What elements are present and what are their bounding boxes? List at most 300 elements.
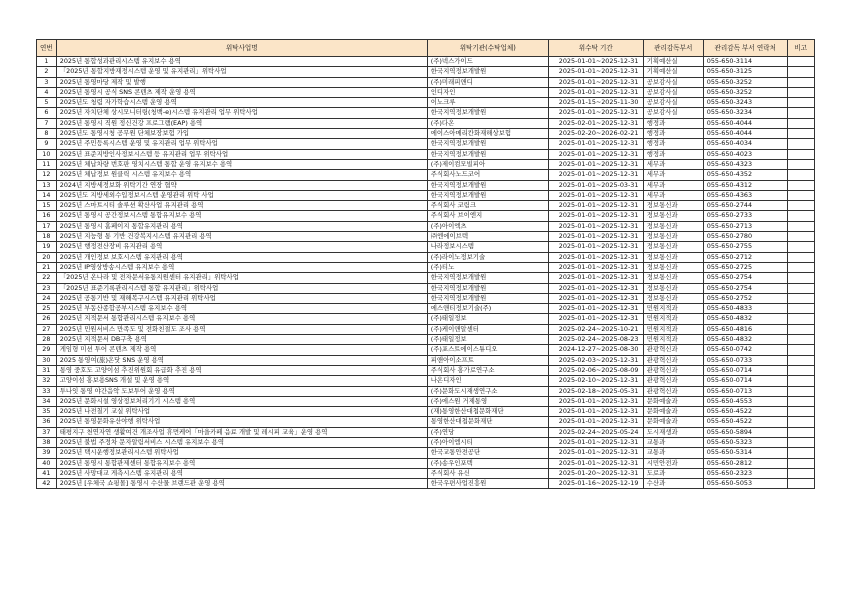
table-row (37, 221, 815, 231)
table-row (37, 98, 815, 108)
cell-dept: 세무과 (643, 159, 703, 169)
cell-agency: (주)태일정보 (427, 314, 548, 324)
header-no: 연번 (37, 40, 57, 57)
table-row (37, 427, 815, 437)
cell-note (787, 108, 814, 118)
cell-agency: 주식회사 코림크 (427, 201, 548, 211)
table-row (37, 355, 815, 365)
cell-dept: 공보감사실 (643, 108, 703, 118)
cell-note (787, 159, 814, 169)
cell-period: 2025-01-01~2025-12-31 (548, 201, 643, 211)
cell-no: 38 (37, 437, 57, 447)
cell-note (787, 479, 814, 489)
cell-agency: 한국지역정보개발원 (427, 67, 548, 77)
cell-phone: 055-650-4323 (703, 159, 787, 169)
cell-agency: 한국지역정보개발원 (427, 180, 548, 190)
cell-phone: 055-650-0733 (703, 355, 787, 365)
cell-no: 40 (37, 458, 57, 468)
cell-period: 2025-02-01~2025-12-31 (548, 118, 643, 128)
cell-period: 2025-01-01~2025-12-31 (548, 262, 643, 272)
cell-note (787, 87, 814, 97)
cell-agency: (주)케이앤알센터 (427, 324, 548, 334)
cell-dept: 문화예술과 (643, 417, 703, 427)
cell-agency: (주)티노 (427, 262, 548, 272)
table-row (37, 232, 815, 242)
table-row (37, 159, 815, 169)
table-row (37, 479, 815, 489)
table-row (37, 242, 815, 252)
cell-note (787, 252, 814, 262)
cell-period: 2025-02-18~2025-05-31 (548, 386, 643, 396)
cell-dept: 행정과 (643, 129, 703, 139)
contract-table (36, 39, 815, 489)
cell-no: 1 (37, 57, 57, 67)
cell-dept: 정보통신과 (643, 242, 703, 252)
table-row (37, 314, 815, 324)
table-row (37, 324, 815, 334)
cell-project-name: 2025년 사망대교 게측시스템 유지관리 용역 (56, 468, 427, 478)
cell-period: 2025-01-01~2025-12-31 (548, 211, 643, 221)
cell-phone: 055-650-4034 (703, 139, 787, 149)
cell-phone: 055-650-5314 (703, 448, 787, 458)
table-row (37, 211, 815, 221)
cell-phone: 055-650-4522 (703, 417, 787, 427)
cell-no: 41 (37, 468, 57, 478)
cell-no: 21 (37, 262, 57, 272)
cell-agency: 인디자인 (427, 87, 548, 97)
cell-agency: (주)송우인포텍 (427, 458, 548, 468)
cell-project-name: 투나잇 통영 야간음악 도보투어 운영 용역 (56, 386, 427, 396)
cell-note (787, 417, 814, 427)
cell-agency: ㈜엔에이브텍 (427, 232, 548, 242)
cell-dept: 정보통신과 (643, 252, 703, 262)
table-row (37, 108, 815, 118)
cell-note (787, 437, 814, 447)
table-row (37, 345, 815, 355)
cell-agency: (주)라이노정보기술 (427, 252, 548, 262)
cell-no: 2 (37, 67, 57, 77)
cell-no: 32 (37, 376, 57, 386)
cell-period: 2025-01-01~2025-12-31 (548, 448, 643, 458)
header-phone: 관리감독 부서 연락처 (703, 40, 787, 57)
cell-note (787, 314, 814, 324)
cell-dept: 정보통신과 (643, 262, 703, 272)
cell-agency: (주)포스트에이스튜디오 (427, 345, 548, 355)
cell-phone: 055-650-4044 (703, 129, 787, 139)
table-row (37, 149, 815, 159)
cell-project-name: 2025년 통영시 홈페이지 통합유지관리 용역 (56, 221, 427, 231)
cell-no: 25 (37, 304, 57, 314)
cell-dept: 민원지적과 (643, 335, 703, 345)
cell-period: 2025-01-16~2025-12-19 (548, 479, 643, 489)
cell-no: 8 (37, 129, 57, 139)
cell-dept: 도시재생과 (643, 427, 703, 437)
cell-phone: 055-650-3125 (703, 67, 787, 77)
cell-note (787, 262, 814, 272)
cell-note (787, 273, 814, 283)
table-row (37, 407, 815, 417)
cell-no: 29 (37, 345, 57, 355)
cell-period: 2025-01-01~2025-03-31 (548, 180, 643, 190)
header-agency: 위탁기관(수탁업체) (427, 40, 548, 57)
cell-project-name: 2025년 불법 주정차 문자알림서비스 시스템 유지보수 용역 (56, 437, 427, 447)
cell-project-name: 2025년 주민등록시스템 운영 및 유지관리 업무 위탁사업 (56, 139, 427, 149)
cell-period: 2025-01-01~2025-12-31 (548, 407, 643, 417)
table-row (37, 190, 815, 200)
cell-note (787, 139, 814, 149)
cell-note (787, 180, 814, 190)
cell-no: 20 (37, 252, 57, 262)
cell-period: 2025-02-24~2025-08-23 (548, 335, 643, 345)
table-row (37, 458, 815, 468)
cell-period: 2025-01-15~2025-11-30 (548, 98, 643, 108)
cell-note (787, 293, 814, 303)
cell-dept: 공보감사실 (643, 87, 703, 97)
cell-agency: 이노크루 (427, 98, 548, 108)
cell-note (787, 458, 814, 468)
cell-note (787, 232, 814, 242)
cell-project-name: 「2025년 표준기록관리시스템 통합 유지관리」위탁사업 (56, 283, 427, 293)
cell-note (787, 170, 814, 180)
cell-note (787, 149, 814, 159)
cell-period: 2025-02-20~2026-02-21 (548, 129, 643, 139)
header-dept: 관리감독부서 (643, 40, 703, 57)
cell-phone: 055-650-0714 (703, 376, 787, 386)
cell-period: 2025-01-01~2025-12-31 (548, 77, 643, 87)
cell-period: 2025-01-01~2025-12-31 (548, 242, 643, 252)
cell-dept: 정보통신과 (643, 273, 703, 283)
cell-project-name: 2025년 지적문서 DB구축 용역 (56, 335, 427, 345)
cell-phone: 055-650-3252 (703, 87, 787, 97)
cell-note (787, 129, 814, 139)
table-row (37, 180, 815, 190)
table-row (37, 468, 815, 478)
cell-project-name: 고양이섬 홍보용SNS 개설 및 운영 용역 (56, 376, 427, 386)
cell-dept: 시민안전과 (643, 458, 703, 468)
cell-dept: 도로과 (643, 468, 703, 478)
cell-phone: 055-650-0742 (703, 345, 787, 355)
cell-period: 2025-01-01~2025-12-31 (548, 417, 643, 427)
cell-period: 2025-01-01~2025-12-31 (548, 283, 643, 293)
cell-note (787, 396, 814, 406)
cell-project-name: 2025년 통영시 직원 정신건강 프로그램(EAP) 용역 (56, 118, 427, 128)
cell-note (787, 77, 814, 87)
cell-phone: 055-650-2780 (703, 232, 787, 242)
cell-phone: 055-650-5323 (703, 437, 787, 447)
cell-project-name: 2025년 체납정보 원클릭 시스템 유지보수 용역 (56, 170, 427, 180)
cell-no: 35 (37, 407, 57, 417)
cell-project-name: 2025년 지적문서 통합관리시스템 유지보수 용역 (56, 314, 427, 324)
cell-no: 36 (37, 417, 57, 427)
cell-phone: 055-650-2755 (703, 242, 787, 252)
cell-phone: 055-650-4044 (703, 118, 787, 128)
cell-period: 2025-01-01~2025-12-31 (548, 232, 643, 242)
cell-project-name: 2024년 지방세정보화 위탁기간 연장 협약 (56, 180, 427, 190)
table-row (37, 139, 815, 149)
cell-no: 5 (37, 98, 57, 108)
cell-period: 2025-01-01~2025-12-31 (548, 396, 643, 406)
cell-project-name: 2025 통영여(旅)온닷 SNS 운영 용역 (56, 355, 427, 365)
table-row (37, 417, 815, 427)
cell-note (787, 386, 814, 396)
cell-period: 2025-02-03~2025-12-31 (548, 355, 643, 365)
cell-period: 2025-01-01~2025-12-31 (548, 304, 643, 314)
cell-dept: 문화예술과 (643, 407, 703, 417)
cell-dept: 행정과 (643, 139, 703, 149)
cell-phone: 055-650-3114 (703, 57, 787, 67)
cell-agency: (주)태일정보 (427, 335, 548, 345)
cell-period: 2025-02-24~2025-10-21 (548, 324, 643, 334)
cell-note (787, 211, 814, 221)
table-row (37, 448, 815, 458)
cell-phone: 055-650-4816 (703, 324, 787, 334)
cell-agency: (주)아이엠시티 (427, 437, 548, 447)
cell-dept: 정보통신과 (643, 201, 703, 211)
cell-project-name: 2025년도 통영시청 공무원 단체보장보험 가입 (56, 129, 427, 139)
cell-period: 2025-01-01~2025-12-31 (548, 221, 643, 231)
cell-agency: (주)넥스가이드 (427, 57, 548, 67)
cell-agency: 한국지역정보개발원 (427, 149, 548, 159)
cell-phone: 055-650-4363 (703, 190, 787, 200)
cell-project-name: 2025년 자치단체 상시모니터링(청백-e)시스템 유지관리 업무 위탁사업 (56, 108, 427, 118)
cell-project-name: 2025년 통영시 공간정보시스템 통합유지보수 용역 (56, 211, 427, 221)
cell-project-name: 2025년 공통기반 및 재해복구시스템 유지관리 위탁사업 (56, 293, 427, 303)
cell-phone: 055-650-3234 (703, 108, 787, 118)
cell-project-name: 2025년 통영마당 제작 및 발행 (56, 77, 427, 87)
cell-phone: 055-650-0713 (703, 386, 787, 396)
cell-phone: 055-650-0714 (703, 365, 787, 375)
cell-dept: 교통과 (643, 448, 703, 458)
cell-dept: 정보통신과 (643, 211, 703, 221)
cell-dept: 공보감사실 (643, 77, 703, 87)
cell-phone: 055-650-4522 (703, 407, 787, 417)
cell-agency: 주식회사 유신 (427, 468, 548, 478)
cell-period: 2025-01-01~2025-12-31 (548, 190, 643, 200)
table-row (37, 252, 815, 262)
header-period: 위수탁 기간 (548, 40, 643, 57)
cell-project-name: 2025년 표준지방인사정보시스템 등 유지관리 업무 위탁사업 (56, 149, 427, 159)
cell-agency: 한국우편사업진흥원 (427, 479, 548, 489)
cell-no: 6 (37, 108, 57, 118)
cell-no: 12 (37, 170, 57, 180)
cell-project-name: 2025년 통합성과관리시스템 유지보수 용역 (56, 57, 427, 67)
cell-project-name: 2025년 통영시 통합관제센터 통합유지보수 용역 (56, 458, 427, 468)
cell-dept: 관광혁신과 (643, 376, 703, 386)
cell-dept: 민원지적과 (643, 324, 703, 334)
cell-agency: (주)아이엑츠 (427, 221, 548, 231)
cell-note (787, 324, 814, 334)
cell-phone: 055-650-4832 (703, 314, 787, 324)
cell-phone: 055-650-4553 (703, 396, 787, 406)
cell-project-name: 게임형 미션 투어 콘텐츠 제작 용역 (56, 345, 427, 355)
cell-agency: 한국지역정보개발원 (427, 139, 548, 149)
cell-phone: 055-650-2725 (703, 262, 787, 272)
cell-agency: (주)문화도시재생연구소 (427, 386, 548, 396)
cell-agency: 에이스아메리칸화재해상보험 (427, 129, 548, 139)
cell-dept: 관광혁신과 (643, 355, 703, 365)
cell-project-name: 2025년 민원서비스 만족도 및 전화친절도 조사 용역 (56, 324, 427, 334)
cell-agency: (주)미래피앤디 (427, 77, 548, 87)
table-row (37, 273, 815, 283)
cell-dept: 공보감사실 (643, 98, 703, 108)
cell-dept: 민원지적과 (643, 314, 703, 324)
cell-agency: 한국교통안전공단 (427, 448, 548, 458)
cell-project-name: 「2025년 통합지방재정시스템 운영 및 유지관리」위탁사업 (56, 67, 427, 77)
table-row (37, 77, 815, 87)
cell-no: 17 (37, 221, 57, 231)
cell-project-name: 2025년 IP영상방송시스템 유지보수 용역 (56, 262, 427, 272)
header-name: 위탁사업명 (56, 40, 427, 57)
cell-project-name: 2025년 체납차량 번호판 영치시스템 통합 운영 유지보수 용역 (56, 159, 427, 169)
cell-no: 24 (37, 293, 57, 303)
cell-period: 2025-01-01~2025-12-31 (548, 67, 643, 77)
cell-period: 2025-01-01~2025-12-31 (548, 314, 643, 324)
cell-agency: 한국지역정보개발원 (427, 273, 548, 283)
cell-project-name: 2025년 개인정보 보호시스템 유지관리 용역 (56, 252, 427, 262)
cell-agency: 통영한산대첩문화재단 (427, 417, 548, 427)
cell-agency: (재)통영한산대첩문화재단 (427, 407, 548, 417)
cell-phone: 055-650-4832 (703, 335, 787, 345)
cell-period: 2025-01-01~2025-12-31 (548, 149, 643, 159)
cell-phone: 055-650-3243 (703, 98, 787, 108)
header-row (37, 40, 815, 57)
cell-project-name: 2025년 택시운행정보관리시스템 위탁사업 (56, 448, 427, 458)
cell-phone: 055-650-5894 (703, 427, 787, 437)
table-row (37, 87, 815, 97)
cell-project-name: 2025년 지능형 통 기반 건강복지시스템 유지관리 용역 (56, 232, 427, 242)
cell-no: 19 (37, 242, 57, 252)
cell-phone: 055-650-2752 (703, 293, 787, 303)
cell-note (787, 468, 814, 478)
cell-agency: 주식회사노드코어 (427, 170, 548, 180)
cell-note (787, 283, 814, 293)
cell-project-name: 2025년 나전칠기 교실 위탁사업 (56, 407, 427, 417)
cell-project-name: 2025년 통영시 공식 SNS 콘텐츠 제작 운영 용역 (56, 87, 427, 97)
cell-dept: 기획예산실 (643, 57, 703, 67)
cell-phone: 055-650-2754 (703, 283, 787, 293)
cell-phone: 055-650-5053 (703, 479, 787, 489)
table-row (37, 396, 815, 406)
cell-dept: 세무과 (643, 170, 703, 180)
cell-note (787, 242, 814, 252)
cell-project-name: 2025년 부동산종합공부시스템 유지보수 용역 (56, 304, 427, 314)
header-note: 비고 (787, 40, 814, 57)
cell-dept: 세무과 (643, 180, 703, 190)
cell-no: 30 (37, 355, 57, 365)
cell-dept: 관광혁신과 (643, 365, 703, 375)
cell-note (787, 221, 814, 231)
cell-note (787, 365, 814, 375)
cell-note (787, 98, 814, 108)
cell-project-name: 2025년도 지방세외수입정보시스템 운영관리 위탁 사업 (56, 190, 427, 200)
cell-no: 13 (37, 180, 57, 190)
cell-phone: 055-650-3252 (703, 77, 787, 87)
cell-dept: 교통과 (643, 437, 703, 447)
cell-no: 10 (37, 149, 57, 159)
cell-phone: 055-650-2713 (703, 221, 787, 231)
cell-dept: 관광혁신과 (643, 386, 703, 396)
table-row (37, 118, 815, 128)
cell-dept: 세무과 (643, 190, 703, 200)
cell-period: 2025-01-01~2025-12-31 (548, 252, 643, 262)
cell-agency: 나라정보시스템 (427, 242, 548, 252)
cell-period: 2025-01-20~2025-12-31 (548, 468, 643, 478)
cell-note (787, 57, 814, 67)
cell-no: 39 (37, 448, 57, 458)
cell-phone: 055-650-2812 (703, 458, 787, 468)
cell-no: 11 (37, 159, 57, 169)
cell-period: 2025-01-01~2025-12-31 (548, 437, 643, 447)
cell-no: 3 (37, 77, 57, 87)
cell-no: 16 (37, 211, 57, 221)
table-row (37, 386, 815, 396)
cell-period: 2025-01-01~2025-12-31 (548, 273, 643, 283)
cell-period: 2025-01-01~2025-12-31 (548, 293, 643, 303)
cell-period: 2025-01-01~2025-12-31 (548, 139, 643, 149)
table-row (37, 304, 815, 314)
cell-period: 2025-01-01~2025-12-31 (548, 108, 643, 118)
cell-project-name: 2025년 문화시설 영상정보처리기기 시스템 용역 (56, 396, 427, 406)
cell-no: 14 (37, 190, 57, 200)
cell-no: 42 (37, 479, 57, 489)
cell-period: 2025-02-10~2025-12-31 (548, 376, 643, 386)
table-row (37, 437, 815, 447)
cell-period: 2025-02-24~2025-05-24 (548, 427, 643, 437)
cell-phone: 055-650-2754 (703, 273, 787, 283)
cell-note (787, 376, 814, 386)
cell-note (787, 201, 814, 211)
cell-no: 9 (37, 139, 57, 149)
cell-dept: 정보통신과 (643, 293, 703, 303)
cell-no: 28 (37, 335, 57, 345)
table-row (37, 376, 815, 386)
cell-dept: 관광혁신과 (643, 345, 703, 355)
cell-phone: 055-650-2744 (703, 201, 787, 211)
cell-no: 27 (37, 324, 57, 334)
cell-no: 15 (37, 201, 57, 211)
cell-phone: 055-650-4023 (703, 149, 787, 159)
cell-agency: (주)제이컴모빌피아 (427, 159, 548, 169)
cell-project-name: 통영 중호도 고양이섬 추진위원회 유급화 추진 용역 (56, 365, 427, 375)
cell-agency: (주)다온 (427, 118, 548, 128)
cell-no: 23 (37, 283, 57, 293)
cell-no: 34 (37, 396, 57, 406)
cell-dept: 민원지적과 (643, 304, 703, 314)
cell-phone: 055-650-2712 (703, 252, 787, 262)
cell-note (787, 335, 814, 345)
cell-dept: 정보통신과 (643, 221, 703, 231)
cell-agency: 주식회사 브이엔지 (427, 211, 548, 221)
cell-dept: 행정과 (643, 149, 703, 159)
cell-project-name: 「2025년 온나라 및 전자문서유통지원센터 유지관리」위탁사업 (56, 273, 427, 283)
cell-note (787, 304, 814, 314)
cell-no: 22 (37, 273, 57, 283)
cell-agency: 한국지역정보개발원 (427, 190, 548, 200)
cell-dept: 행정과 (643, 118, 703, 128)
cell-no: 18 (37, 232, 57, 242)
cell-dept: 수산과 (643, 479, 703, 489)
cell-phone: 055-650-2733 (703, 211, 787, 221)
cell-dept: 정보통신과 (643, 283, 703, 293)
table-row (37, 262, 815, 272)
cell-period: 2025-01-01~2025-12-31 (548, 159, 643, 169)
table-row (37, 283, 815, 293)
cell-phone: 055-650-4352 (703, 170, 787, 180)
cell-phone: 055-650-4833 (703, 304, 787, 314)
cell-dept: 문화예술과 (643, 396, 703, 406)
cell-agency: 주식회사 홍가로연구소 (427, 365, 548, 375)
cell-dept: 기획예산실 (643, 67, 703, 77)
